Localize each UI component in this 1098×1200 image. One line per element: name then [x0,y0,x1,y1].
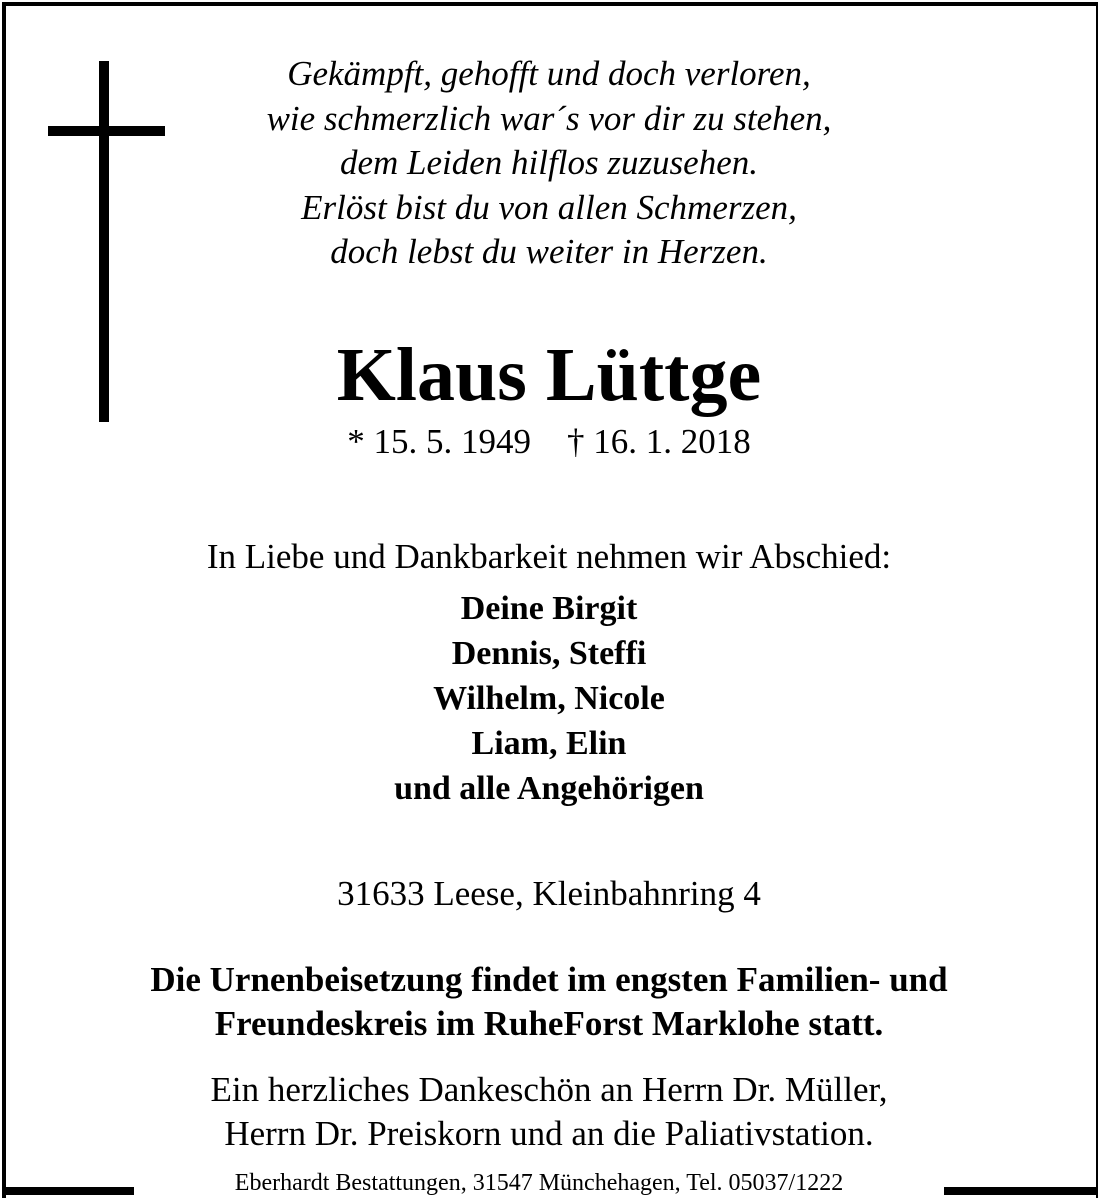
farewell-text: In Liebe und Dankbarkeit nehmen wir Abschied: [206,537,892,576]
family-member: Dennis, Steffi [451,635,647,672]
death-date: † 16. 1. 2018 [567,422,751,461]
family-member: Wilhelm, Nicole [433,680,665,717]
burial-line: Freundeskreis im RuheForst Marklohe statt. [214,1004,884,1043]
burial-notice [0,958,1098,1046]
thanks-line: Herrn Dr. Preiskorn und an die Paliativstation. [224,1114,874,1153]
family-member: Deine Birgit [460,590,638,627]
address: 31633 Leese, Kleinbahnring 4 [337,874,761,913]
thanks-note [0,1068,1098,1156]
poem-line: dem Leiden hilflos zuzusehen. [339,143,759,182]
family-list [0,586,1098,811]
poem-line: Erlöst bist du von allen Schmerzen, [301,187,797,227]
thanks-line: Ein herzliches Dankeschön an Herrn Dr. Müller, [210,1070,888,1109]
deceased-name: Klaus Lüttge [336,333,762,417]
life-dates [0,420,1098,464]
poem [0,52,1098,275]
poem-line: wie schmerzlich war´s vor dir zu stehen, [266,98,832,138]
footer-rule-right [944,1187,1096,1195]
family-member: und alle Angehörigen [394,770,704,807]
poem-line: doch lebst du weiter in Herzen. [330,232,768,271]
burial-line: Die Urnenbeisetzung findet im engsten Familien- und [150,960,948,999]
family-member: Liam, Elin [471,725,627,762]
footer-rule-left [2,1187,134,1195]
funeral-home-footer: Eberhardt Bestattungen, 31547 Münchehagen, Tel. 05037/1222 [234,1170,844,1196]
poem-line: Gekämpft, gehofft und doch verloren, [287,54,811,93]
birth-date: * 15. 5. 1949 [347,422,531,461]
